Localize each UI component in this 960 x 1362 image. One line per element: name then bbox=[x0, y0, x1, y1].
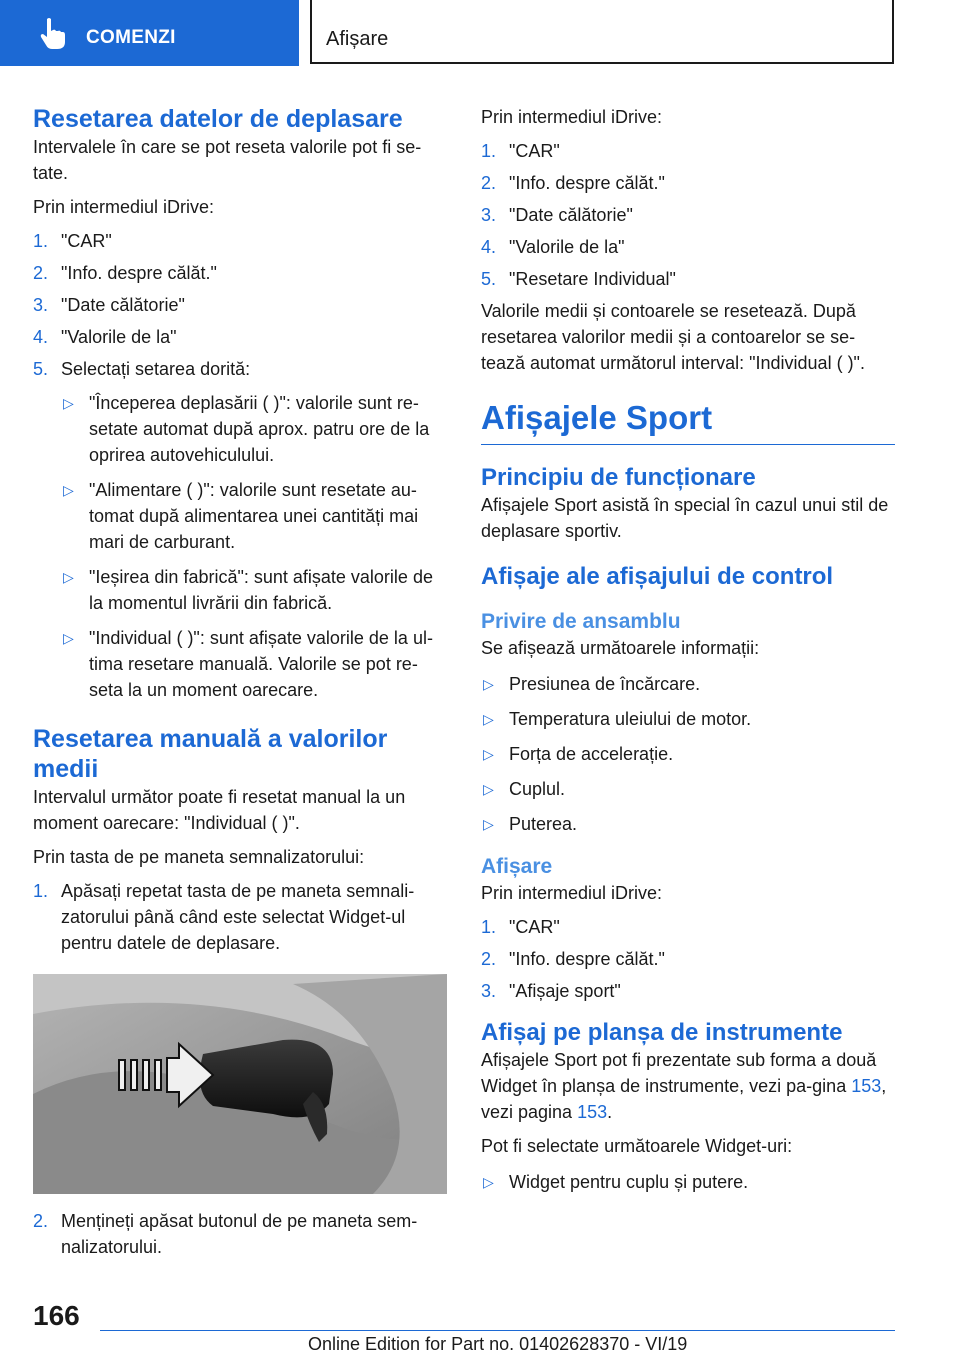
list-item bbox=[33, 356, 445, 703]
triangle-bullet-icon: ▷ bbox=[483, 816, 494, 832]
triangle-bullet-icon: ▷ bbox=[483, 1174, 494, 1190]
option-text: "Începerea deplasării ( )": valorile sunt re-setate automat după aprox. patru ore de la oprirea autovehiculului. bbox=[89, 393, 430, 465]
reset-note-text: Valorile medii și contoarele se resetează. După resetarea valorilor medii și a contoarelor se se-tează automat următorul interval: "Individual ( )". bbox=[481, 301, 865, 373]
step-number: 4. bbox=[481, 237, 497, 257]
list-item bbox=[481, 776, 895, 802]
step-number: 3. bbox=[481, 205, 497, 225]
triangle-bullet-icon: ▷ bbox=[63, 395, 74, 411]
display-steps-list bbox=[481, 914, 895, 1004]
step-number: 2. bbox=[33, 263, 49, 283]
item-text: Presiunea de încărcare. bbox=[509, 674, 701, 694]
footer-divider bbox=[100, 1330, 895, 1331]
reset-steps-list bbox=[33, 228, 445, 703]
step-text: "Valorile de la" bbox=[509, 237, 625, 257]
step-number: 5. bbox=[481, 269, 497, 289]
step-text: "Date călătorie" bbox=[61, 295, 185, 315]
step-number: 3. bbox=[33, 295, 49, 315]
step-text: "Info. despre călăt." bbox=[509, 949, 665, 969]
hand-pointer-icon bbox=[38, 16, 68, 50]
page-number: 166 bbox=[33, 1300, 80, 1331]
chapter-label: COMENZI bbox=[86, 27, 176, 48]
cluster-text-b: , vezi pagina bbox=[481, 1076, 887, 1122]
via-idrive-text: Prin intermediul iDrive: bbox=[481, 107, 663, 127]
list-item bbox=[481, 266, 895, 292]
list-item bbox=[33, 260, 445, 286]
step-text: "Date călătorie" bbox=[509, 205, 633, 225]
step-text: "Info. despre călăt." bbox=[61, 263, 217, 283]
step-text: "Info. despre călăt." bbox=[509, 173, 665, 193]
manual-steps-list bbox=[33, 878, 445, 956]
step-text: "CAR" bbox=[509, 917, 560, 937]
step-text: Selectați setarea dorită: bbox=[61, 359, 251, 379]
list-item bbox=[33, 292, 445, 318]
step-number: 4. bbox=[33, 327, 49, 347]
via-stalk-text: Prin tasta de pe maneta semnalizatorului: bbox=[33, 847, 365, 867]
right-column bbox=[481, 100, 895, 1204]
step-text: "Valorile de la" bbox=[61, 327, 177, 347]
list-item bbox=[481, 741, 895, 767]
step-number: 2. bbox=[481, 173, 497, 193]
list-item bbox=[481, 1169, 895, 1195]
step-number: 1. bbox=[481, 141, 497, 161]
step-text: "CAR" bbox=[61, 231, 112, 251]
list-item bbox=[481, 978, 895, 1004]
display-title: Afișare bbox=[481, 855, 553, 878]
list-item bbox=[33, 228, 445, 254]
cluster-display-title: Afișaj pe planșa de instrumente bbox=[481, 1019, 843, 1046]
step-text: Mențineți apăsat butonul de pe maneta sem-nalizatorului. bbox=[61, 1211, 418, 1257]
step-number: 1. bbox=[33, 881, 49, 901]
section-label: Afișare bbox=[326, 28, 389, 50]
step-text: "CAR" bbox=[509, 141, 560, 161]
list-item bbox=[481, 914, 895, 940]
step-text: "Afișaje sport" bbox=[509, 981, 621, 1001]
triangle-bullet-icon: ▷ bbox=[63, 630, 74, 646]
overview-list bbox=[481, 671, 895, 837]
reset-individual-steps-list bbox=[481, 138, 895, 292]
triangle-bullet-icon: ▷ bbox=[483, 711, 494, 727]
display-via-text: Prin intermediul iDrive: bbox=[481, 883, 663, 903]
left-column bbox=[33, 100, 445, 1266]
item-text: Puterea. bbox=[509, 814, 578, 834]
cluster-text-a: Afișajele Sport pot fi prezentate sub forma a două Widget în planșa de instrumente, vezi pa-gina bbox=[481, 1050, 877, 1096]
list-item bbox=[33, 878, 445, 956]
list-item bbox=[481, 706, 895, 732]
turn-signal-stalk-illustration bbox=[33, 974, 447, 1194]
step-number: 2. bbox=[33, 1211, 49, 1231]
overview-intro-text: Se afișează următoarele informații: bbox=[481, 638, 760, 658]
list-item bbox=[33, 324, 445, 350]
triangle-bullet-icon: ▷ bbox=[63, 569, 74, 585]
option-text: "Individual ( )": sunt afișate valorile de la ul-tima resetare manuală. Valorile se pot re-seta la un moment oarecare. bbox=[89, 628, 433, 700]
triangle-bullet-icon: ▷ bbox=[483, 781, 494, 797]
edition-text: Online Edition for Part no. 01402628370 - VI/19 bbox=[308, 1334, 688, 1354]
control-display-title: Afișaje ale afișajului de control bbox=[481, 563, 834, 590]
list-item bbox=[61, 390, 445, 468]
list-item bbox=[61, 564, 445, 616]
reset-intro-text: Intervalele în care se pot reseta valorile pot fi se-tate. bbox=[33, 137, 422, 183]
step-number: 1. bbox=[33, 231, 49, 251]
option-text: "Ieșirea din fabrică": sunt afișate valorile de la momentul livrării din fabrică. bbox=[89, 567, 433, 613]
item-text: Cuplul. bbox=[509, 779, 566, 799]
widgets-list bbox=[481, 1169, 895, 1195]
stalk-illustration-icon bbox=[33, 974, 447, 1194]
list-item bbox=[481, 946, 895, 972]
page-link[interactable]: 153 bbox=[577, 1102, 608, 1122]
cluster-text bbox=[481, 1047, 895, 1125]
triangle-bullet-icon: ▷ bbox=[483, 746, 494, 762]
section-header bbox=[310, 0, 894, 64]
reset-options-list bbox=[61, 390, 445, 703]
option-text: "Alimentare ( )": valorile sunt resetate au-tomat după alimentarea unei cantități mai mari de carburant. bbox=[89, 480, 419, 552]
list-item bbox=[61, 477, 445, 555]
list-item bbox=[61, 625, 445, 703]
manual-intro-text: Intervalul următor poate fi resetat manual la un moment oarecare: "Individual ( )". bbox=[33, 787, 406, 833]
item-text: Forța de accelerație. bbox=[509, 744, 674, 764]
list-item bbox=[481, 234, 895, 260]
list-item bbox=[33, 1208, 445, 1260]
page-link[interactable]: 153 bbox=[851, 1076, 882, 1096]
step-number: 1. bbox=[481, 917, 497, 937]
list-item bbox=[481, 170, 895, 196]
item-text: Widget pentru cuplu și putere. bbox=[509, 1172, 749, 1192]
triangle-bullet-icon: ▷ bbox=[483, 676, 494, 692]
list-item bbox=[481, 671, 895, 697]
principle-title: Principiu de funcționare bbox=[481, 464, 756, 491]
step-number: 3. bbox=[481, 981, 497, 1001]
reset-trip-title: Resetarea datelor de deplasare bbox=[33, 105, 403, 133]
via-idrive-text: Prin intermediul iDrive: bbox=[33, 197, 215, 217]
chapter-tab bbox=[0, 0, 299, 66]
list-item bbox=[481, 202, 895, 228]
cluster-text-c: . bbox=[607, 1102, 613, 1122]
principle-text: Afișajele Sport asistă în special în cazul unui stil de deplasare sportiv. bbox=[481, 495, 889, 541]
chapter-title: Afișajele Sport bbox=[481, 398, 895, 445]
item-text: Temperatura uleiului de motor. bbox=[509, 709, 752, 729]
manual-steps-list-cont bbox=[33, 1208, 445, 1260]
overview-title: Privire de ansamblu bbox=[481, 610, 681, 633]
step-text: "Resetare Individual" bbox=[509, 269, 676, 289]
list-item bbox=[481, 811, 895, 837]
widgets-intro-text: Pot fi selectate următoarele Widget-uri: bbox=[481, 1136, 793, 1156]
triangle-bullet-icon: ▷ bbox=[63, 482, 74, 498]
step-text: Apăsați repetat tasta de pe maneta semnali-zatorului până când este selectat Widget-ul pentru datele de deplasare. bbox=[61, 881, 415, 953]
manual-reset-title: Resetarea manuală a valorilor medii bbox=[33, 725, 388, 783]
step-number: 2. bbox=[481, 949, 497, 969]
step-number: 5. bbox=[33, 359, 49, 379]
list-item bbox=[481, 138, 895, 164]
